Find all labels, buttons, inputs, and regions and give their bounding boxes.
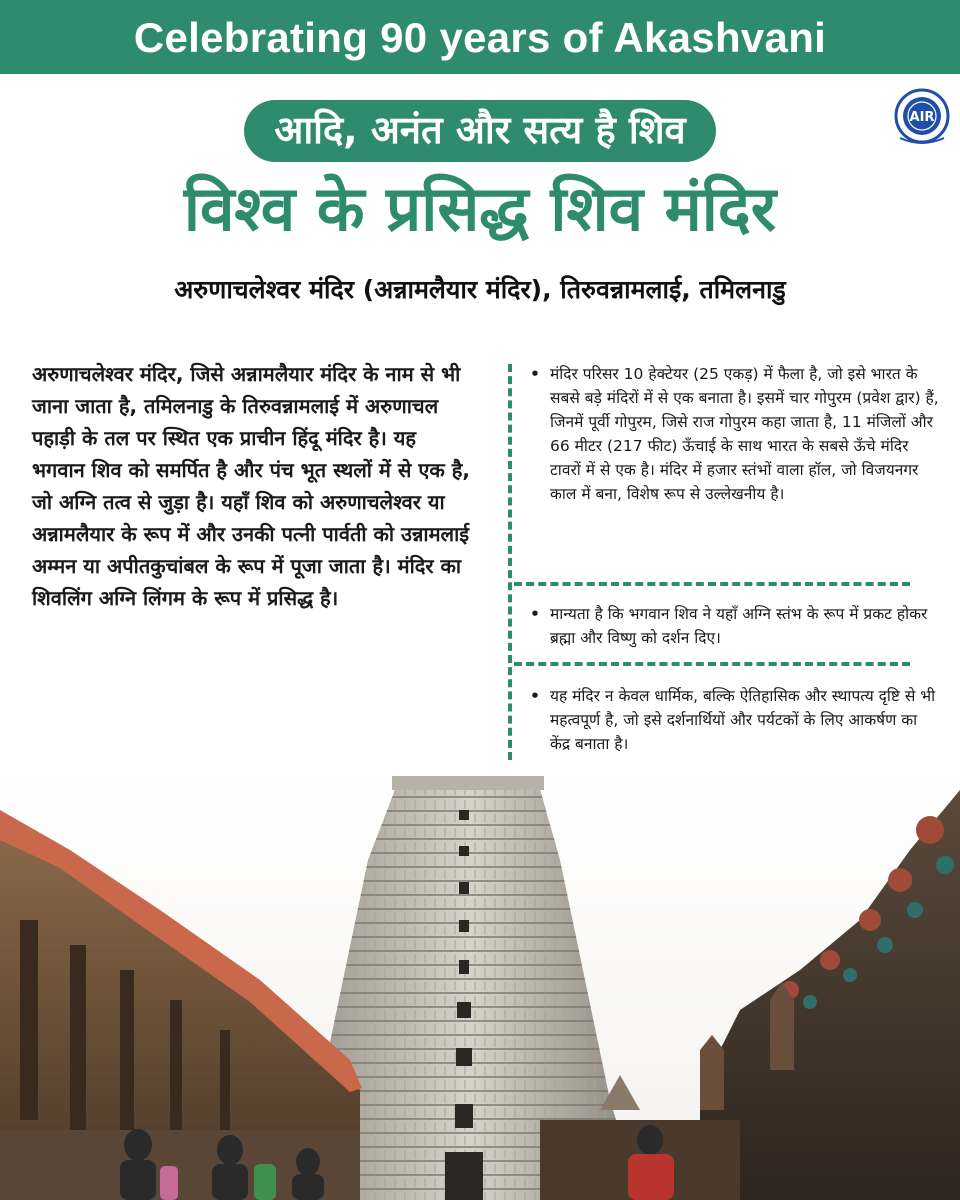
page-title: विश्व के प्रसिद्ध शिव मंदिर <box>183 172 777 245</box>
bullet-icon: • <box>530 365 540 383</box>
temple-subtitle: अरुणाचलेश्वर मंदिर (अन्नामलैयार मंदिर), तिरुवन्नामलाई, तमिलनाडु <box>174 275 786 304</box>
temple-description: अरुणाचलेश्वर मंदिर, जिसे अन्नामलैयार मंदिर के नाम से भी जाना जाता है, तमिलनाडु के तिरुवन्नामलाई में अरुणाचल पहाड़ी के तल पर स्थित एक प्राचीन हिंदू मंदिर है। यह भगवान शिव को समर्पित है और पंच भूत स्थलों में से एक है, जो अग्नि तत्व से जुड़ा है। यहाँ शिव को अरुणाचलेश्वर या अन्नामलैयार के रूप में और उनकी पत्नी पार्वती को उन्नामलाई अम्मन या अपीतकुचांबल के रूप में पूजा जाता है। मंदिर का शिवलिंग अग्नि लिंगम के रूप में प्रसिद्ध है। <box>32 362 470 610</box>
fact-text: यह मंदिर न केवल धार्मिक, बल्कि ऐतिहासिक और स्थापत्य दृष्टि से भी महत्वपूर्ण है, जो इसे दर्शनार्थियों और पर्यटकों के लिए आकर्षण का केंद्र बनाता है। <box>550 687 936 753</box>
fact-item <box>530 362 940 506</box>
banner-title: Celebrating 90 years of Akashvani <box>133 14 827 61</box>
svg-text:AIR: AIR <box>909 110 935 125</box>
top-banner <box>0 0 960 74</box>
horizontal-divider <box>514 582 910 586</box>
fact-text: मान्यता है कि भगवान शिव ने यहाँ अग्नि स्तंभ के रूप में प्रकट होकर ब्रह्मा और विष्णु को दर्शन दिए। <box>550 605 928 647</box>
tagline-pill: आदि, अनंत और सत्य है शिव <box>244 100 715 162</box>
temple-gopuram-photo <box>0 770 960 1200</box>
horizontal-divider <box>514 662 910 666</box>
vertical-divider <box>508 364 512 760</box>
fact-item <box>530 684 940 756</box>
fact-text: मंदिर परिसर 10 हेक्टेयर (25 एकड़) में फैला है, जो इसे भारत के सबसे बड़े मंदिरों में से एक बनाता है। इसमें चार गोपुरम (प्रवेश द्वार) हैं, जिनमें पूर्वी गोपुरम, जिसे राज गोपुरम कहा जाता है, 11 मंजिलों और 66 मीटर (217 फीट) ऊँचाई के साथ भारत के सबसे ऊँचे मंदिर टावरों में से एक है। मंदिर में हजार स्तंभों वाला हॉल, जो विजयनगर काल में बना, विशेष रूप से उल्लेखनीय है। <box>550 365 939 503</box>
bullet-icon: • <box>530 687 540 705</box>
fact-item <box>530 602 940 650</box>
bullet-icon: • <box>530 605 540 623</box>
